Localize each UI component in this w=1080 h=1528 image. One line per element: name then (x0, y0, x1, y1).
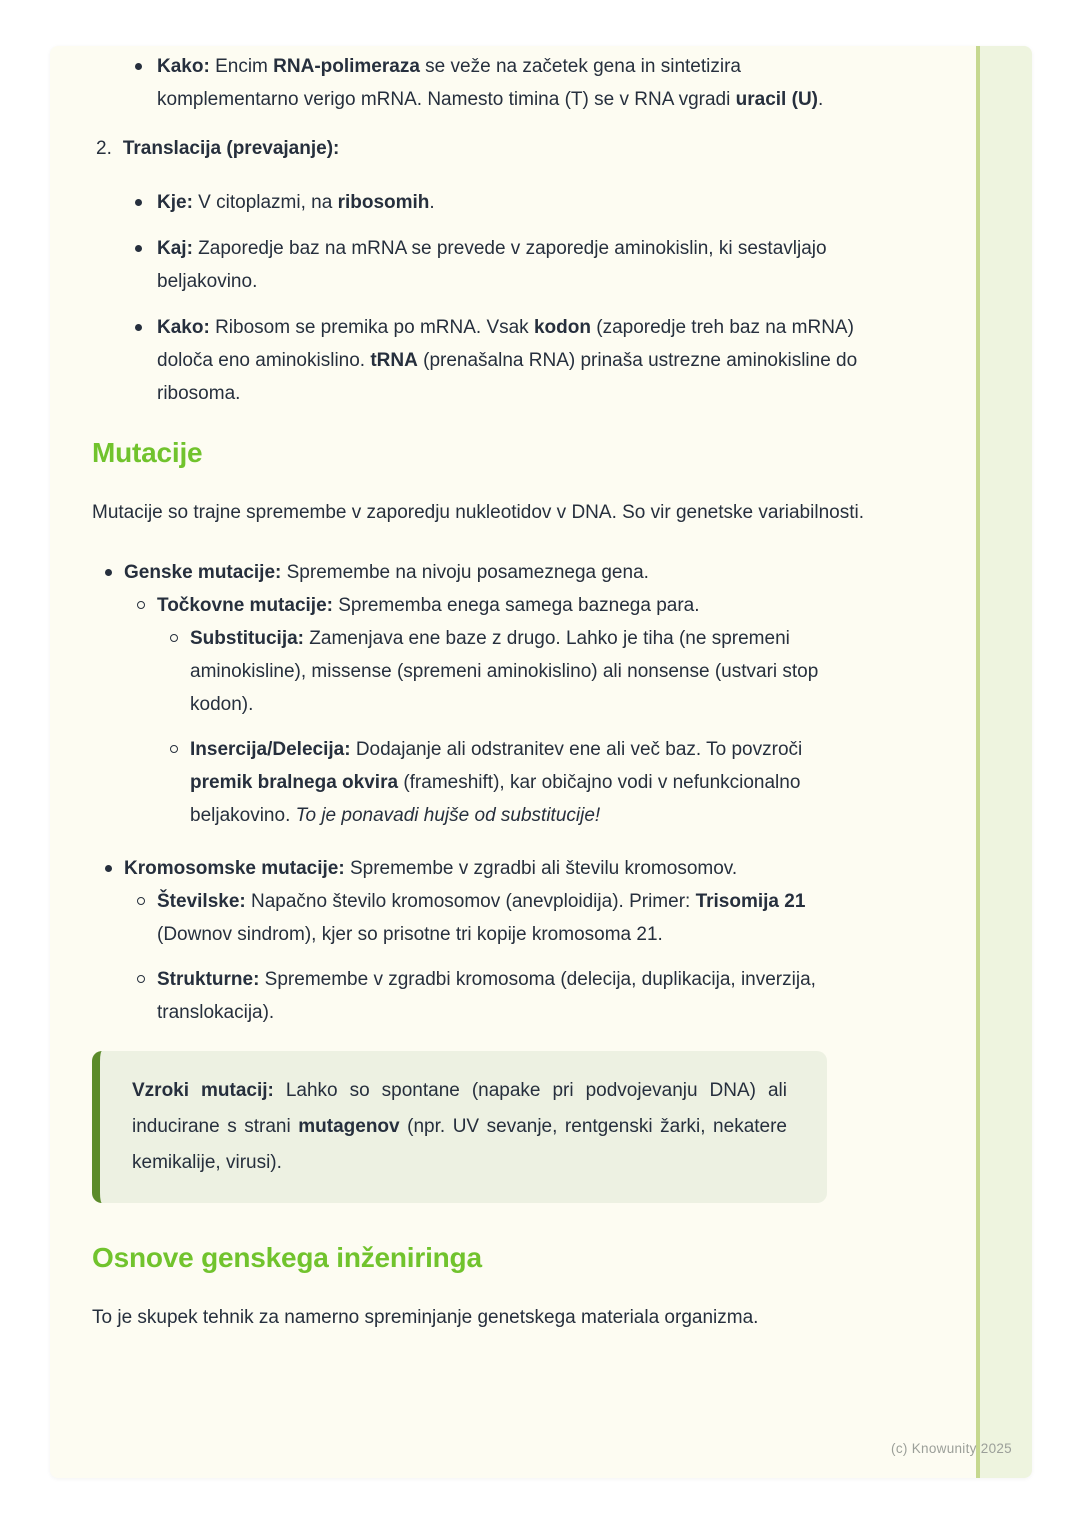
callout-text: Vzroki mutacij: Lahko so spontane (napake pri podvojevanju DNA) ali inducirane s strani mutagenov (npr. UV sevanje, rentgenski žarki, nekatere kemikalije, virusi). (132, 1080, 788, 1173)
callout-box-vzroki-mutacij (92, 1051, 827, 1203)
copyright-label: (c) Knowunity 2025 (891, 1441, 1012, 1456)
item-number: 2. (96, 138, 112, 159)
list-item-kako-transcription: Kako: Encim RNA-polimeraza se veže na začetek gena in sintetizira komplementarno verigo mRNA. Namesto timina (T) se v RNA vgradi uracil (U). (92, 50, 867, 116)
page-edge-stripe (976, 46, 1032, 1478)
list-item-tockovne-mutacije: Točkovne mutacije: Sprememba enega samega baznega para. (92, 589, 867, 622)
engineering-intro-paragraph: To je skupek tehnik za namerno spreminjanje genetskega materiala organizma. (92, 1307, 759, 1328)
list-item-kaj: Kaj: Zaporedje baz na mRNA se prevede v zaporedje aminokislin, ki sestavljajo beljakovino. (92, 232, 867, 298)
list-item-kromosomske-mutacije: Kromosomske mutacije: Spremembe v zgradbi ali številu kromosomov. (92, 852, 867, 885)
list-item-substitucija: Substitucija: Zamenjava ene baze z drugo. Lahko je tiha (ne spremeni aminokisline), missense (spremeni aminokislino) ali nonsense (ustvari stop kodon). (92, 622, 867, 721)
numbered-item-translacija (92, 132, 867, 165)
mutations-intro-paragraph: Mutacije so trajne spremembe v zaporedju nukleotidov v DNA. So vir genetske variabilnosti. (92, 502, 864, 523)
list-item-insercija-delecija: Insercija/Delecija: Dodajanje ali odstranitev ene ali več baz. To povzroči premik bralnega okvira (frameshift), kar običajno vodi v nefunkcionalno beljakovino. To je ponavadi hujše od substitucije! (92, 733, 867, 832)
list-item-kako-translation: Kako: Ribosom se premika po mRNA. Vsak kodon (zaporedje treh baz na mRNA) določa eno aminokislino. tRNA (prenašalna RNA) prinaša ustrezne aminokisline do ribosoma. (92, 311, 867, 410)
page-content (92, 50, 867, 1334)
item-title: Translacija (prevajanje): (122, 138, 340, 159)
document-page (50, 46, 1032, 1478)
list-item-strukturne: Strukturne: Spremembe v zgradbi kromosoma (delecija, duplikacija, inverzija, translokacija). (92, 963, 867, 1029)
list-item-stevilske: Številske: Napačno število kromosomov (anevploidija). Primer: Trisomija 21 (Downov sindrom), kjer so prisotne tri kopije kromosoma 21. (92, 885, 867, 951)
heading-mutacije: Mutacije (92, 437, 203, 468)
list-item-kje: Kje: V citoplazmi, na ribosomih. (92, 186, 867, 219)
list-item-genske-mutacije: Genske mutacije: Spremembe na nivoju posameznega gena. (92, 556, 867, 589)
heading-osnove-genskega-inzeniringa: Osnove genskega inženiringa (92, 1242, 482, 1273)
